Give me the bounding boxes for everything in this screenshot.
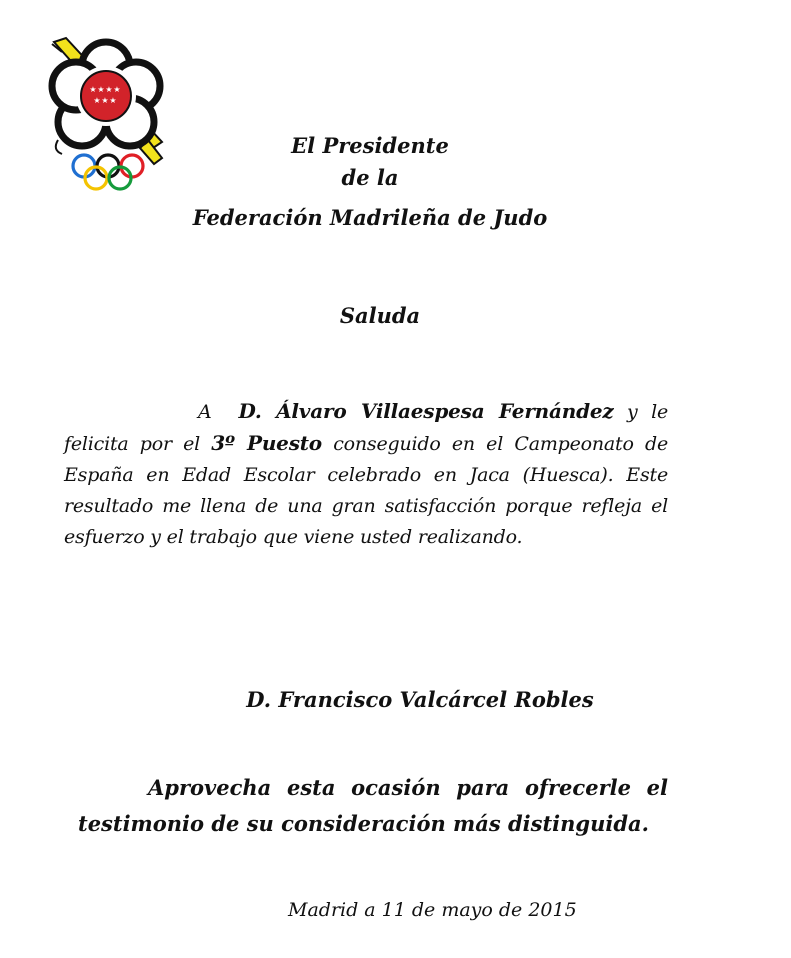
closing-paragraph [78, 770, 668, 842]
letter-body [64, 396, 668, 553]
svg-text:★: ★ [93, 96, 101, 105]
svg-text:★: ★ [109, 96, 117, 105]
svg-text:★: ★ [105, 85, 113, 94]
madrid-stars-icon [81, 71, 131, 121]
body-text-a: y le felicita por el [64, 401, 668, 455]
svg-text:★: ★ [89, 85, 97, 94]
closing-line-1: Aprovecha esta ocasión para ofrecerle el [148, 775, 668, 800]
body-prefix: A [198, 401, 212, 423]
olympic-rings-icon [73, 155, 143, 189]
header-title-president: El Presidente [291, 133, 449, 158]
svg-text:★: ★ [97, 85, 105, 94]
header-title-federation: Federación Madrileña de Judo [192, 205, 548, 230]
body-text-b: conseguido en el Campeonato de España en Edad Escolar celebrado en Jaca (Huesca). Este resultado me llena de una gran satisfacción porque refleja el esfuerzo y el trabajo que viene usted realizando. [64, 433, 668, 548]
signatory-name: D. Francisco Valcárcel Robles [246, 687, 594, 712]
header-title-of-the: de la [341, 165, 399, 190]
letter-date: Madrid a 11 de mayo de 2015 [288, 899, 577, 921]
svg-text:★: ★ [113, 85, 121, 94]
federation-logo-icon [44, 36, 168, 196]
greeting-saluda: Saluda [339, 303, 421, 328]
svg-text:★: ★ [101, 96, 109, 105]
placement-award: 3º Puesto [211, 431, 322, 455]
closing-line-2: testimonio de su consideración más distinguida. [78, 811, 649, 836]
recipient-name: D. Álvaro Villaespesa Fernández [238, 399, 614, 423]
